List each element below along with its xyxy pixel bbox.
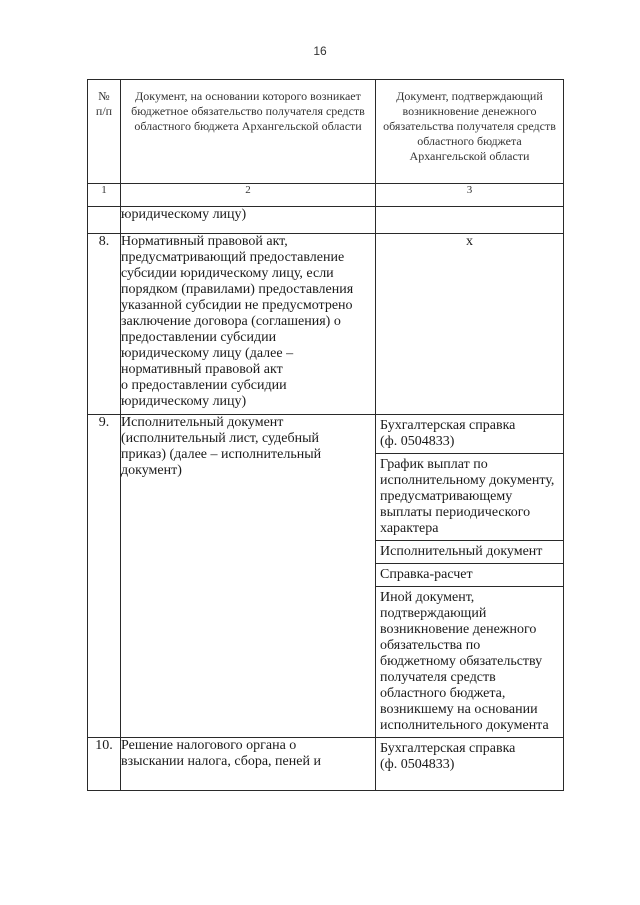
confirming-document-item: Иной документ, подтверждающий возникновение денежного обязательства по бюджетному обязательству получателя средств областного бюджета, возникшему на основании исполнительного документа (376, 586, 563, 737)
table-header-row (88, 80, 564, 184)
table-row (88, 234, 564, 415)
row-confirming-document: x (376, 234, 564, 415)
row-basis-document: Решение налогового органа о взыскании налога, сбора, пеней и (121, 738, 376, 791)
confirming-document-item: Бухгалтерская справка (ф. 0504833) (380, 741, 516, 772)
row-number: 10. (88, 738, 121, 791)
table-row (88, 415, 564, 738)
table-row (88, 207, 564, 234)
row-basis-document: юридическому лицу) (121, 207, 376, 234)
confirming-document-item: Исполнительный документ (376, 540, 563, 563)
column-index-2: 2 (121, 184, 376, 207)
confirming-document-item: Бухгалтерская справка (ф. 0504833) (380, 418, 516, 449)
row-confirming-documents (376, 415, 564, 738)
row-basis-document: Исполнительный документ (исполнительный лист, судебный приказ) (далее – исполнительный документ) (121, 415, 376, 738)
column-index-3: 3 (376, 184, 564, 207)
row-number (88, 207, 121, 234)
row-number: 9. (88, 415, 121, 738)
page-number: 16 (313, 44, 327, 58)
confirming-document-item: Справка-расчет (376, 563, 563, 586)
row-number: 8. (88, 234, 121, 415)
header-basis-document: Документ, на основании которого возникает бюджетное обязательство получателя средств областного бюджета Архангельской области (121, 80, 376, 184)
confirming-document-item: График выплат по исполнительному документу, предусматривающему выплаты периодического характера (376, 453, 563, 540)
table-row (88, 738, 564, 791)
header-confirming-document: Документ, подтверждающий возникновение денежного обязательства получателя средств областного бюджета Архангельской области (376, 80, 564, 184)
row-confirming-documents (376, 738, 564, 791)
document-table (87, 79, 564, 791)
column-index-1: 1 (88, 184, 121, 207)
column-index-row (88, 184, 564, 207)
header-number: № п/п (88, 80, 121, 184)
row-confirming-document (376, 207, 564, 234)
row-basis-document: Нормативный правовой акт, предусматривающий предоставление субсидии юридическому лицу, если порядком (правилами) предоставления указанной субсидии не предусмотрено заключение договора (соглашения) о предоставлении субсидии юридическому лицу (далее – нормативный правовой акт о предоставлении субсидии юридическому лицу) (121, 234, 376, 415)
